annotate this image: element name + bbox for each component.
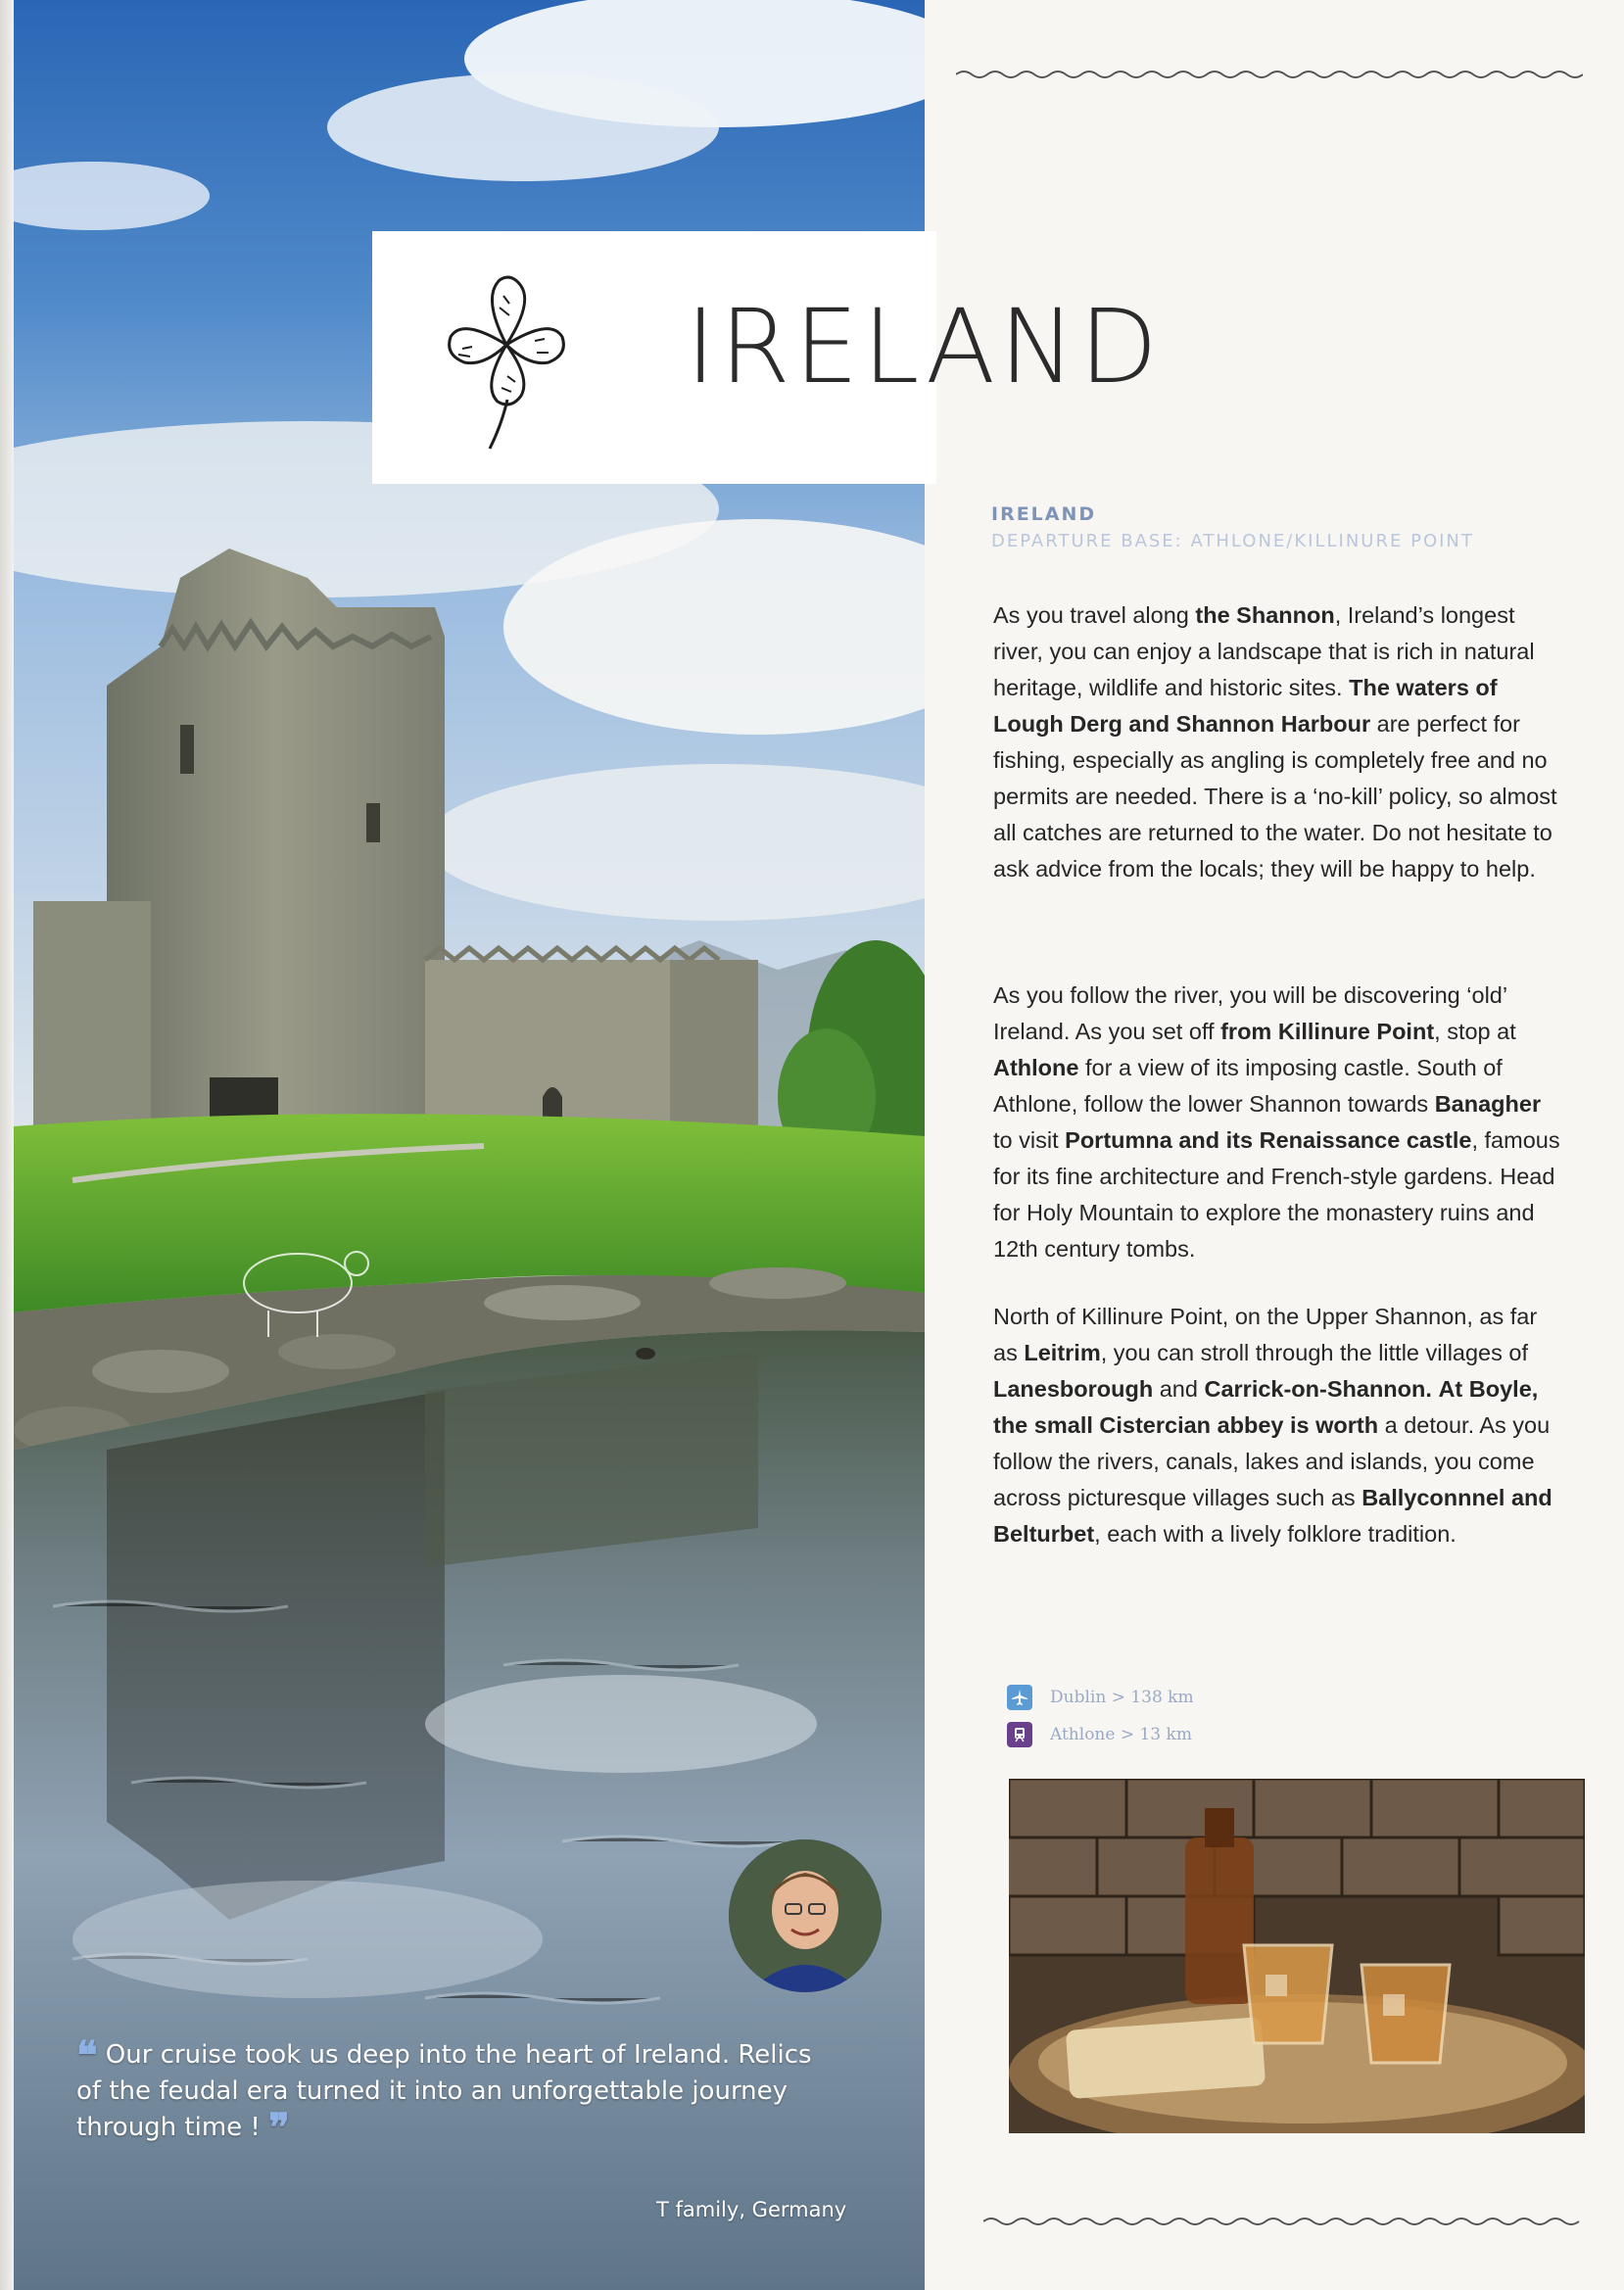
testimonial-avatar xyxy=(729,1839,882,1992)
paragraph-3: North of Killinure Point, on the Upper Shannon, as far as Leitrim, you can stroll through the little villages of Lanesborough and Carrick-on-Shannon. At Boyle, the small Cistercian abbey is worth a detour. As you follow the rivers, canals, lakes and islands, you come across picturesque villages such as Ballyconnnel and Belturbet, each with a lively folklore tradition. xyxy=(993,1304,1552,1547)
close-quote-icon: ❞ xyxy=(268,2105,290,2151)
train-icon xyxy=(1007,1722,1032,1747)
top-wavy-divider xyxy=(956,67,1583,82)
distance-dublin xyxy=(1007,1685,1194,1710)
whiskey-photo xyxy=(1009,1779,1585,2133)
distance-dublin-text: Dublin > 138 km xyxy=(1050,1688,1194,1707)
page-title: IRELAND xyxy=(686,287,1162,406)
distance-athlone xyxy=(1007,1722,1192,1747)
departure-base-label: DEPARTURE BASE: ATHLONE/KILLINURE POINT xyxy=(991,531,1474,551)
testimonial-quote-text: Our cruise took us deep into the heart of Ireland. Relics of the feudal era turned it into an unforgettable journey through time ! xyxy=(76,2040,812,2142)
shamrock-icon xyxy=(443,268,570,454)
testimonial-author: T family, Germany xyxy=(656,2198,847,2221)
paragraph-1: As you travel along the Shannon, Ireland’s longest river, you can enjoy a landscape that is rich in natural heritage, wildlife and historic sites. The waters of Lough Derg and Shannon Harbour are perfect for fishing, especially as angling is completely free and no permits are needed. There is a ‘no-kill’ policy, so almost all catches are returned to the water. Do not hesitate to ask advice from the locals; they will be happy to help. xyxy=(993,602,1557,882)
airplane-icon xyxy=(1007,1685,1032,1710)
open-quote-icon: ❝ xyxy=(76,2032,98,2078)
page-edge xyxy=(0,0,14,2290)
whiskey-scene xyxy=(1009,1779,1585,2133)
testimonial-quote xyxy=(76,2032,840,2151)
paragraph-2: As you follow the river, you will be discovering ‘old’ Ireland. As you set off from Killinure Point, stop at Athlone for a view of its imposing castle. South of Athlone, follow the lower Shannon towards Banagher to visit Portumna and its Renaissance castle, famous for its fine architecture and French-style gardens. Head for Holy Mountain to explore the monastery ruins and 12th century tombs. xyxy=(993,982,1560,1262)
region-label: IRELAND xyxy=(991,503,1097,525)
distance-athlone-text: Athlone > 13 km xyxy=(1050,1725,1192,1744)
title-card xyxy=(372,231,1162,484)
bottom-wavy-divider xyxy=(983,2214,1583,2229)
